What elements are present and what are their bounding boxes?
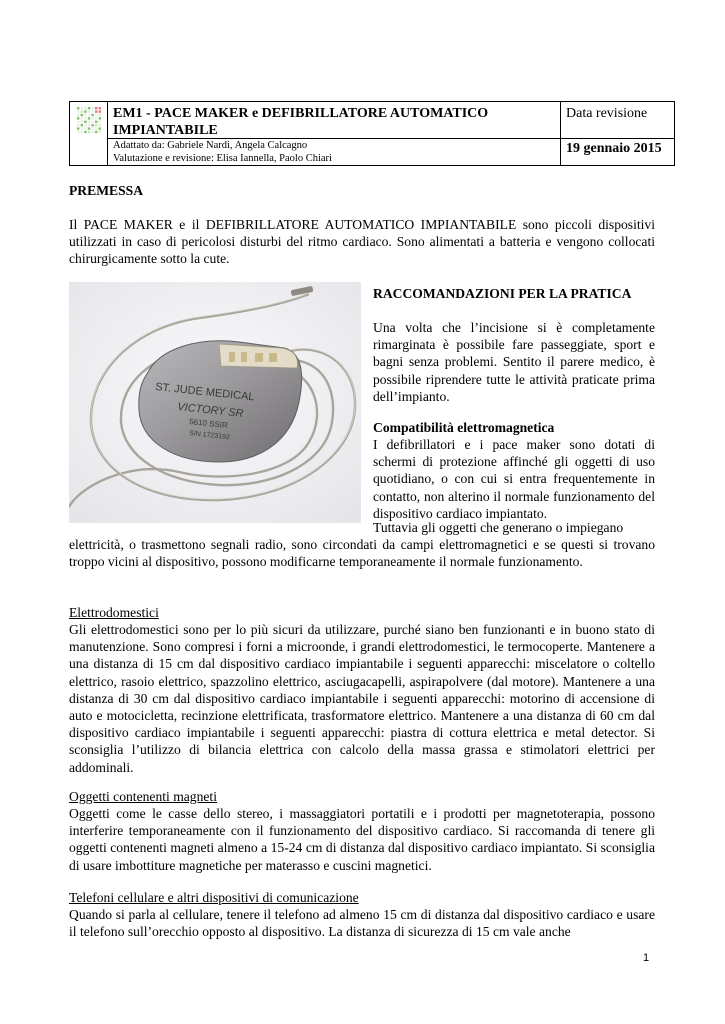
header-table [69,101,675,166]
header-divider [107,102,108,165]
pacemaker-illustration [69,282,361,523]
elettrodomestici-heading: Elettrodomestici [69,605,159,620]
premessa-text: Il PACE MAKER e il DEFIBRILLATORE AUTOMATICO IMPIANTABILE sono piccoli dispositivi utilizzati in caso di pericolosi disturbi del ritmo cardiaco. Sono alimentati a batteria e vengono collocati chirurgicamente sotto la cute. [69,217,655,267]
raccomandazioni-heading: RACCOMANDAZIONI PER LA PRATICA [373,286,632,301]
compat-text: I defibrillatori e i pace maker sono dotati di schermi di protezione affinché gli oggetti di uso quotidiano, o con cui si entra frequentemente in contatto, non alterino il normale funzionamento del dispositivo cardiaco impiantato. [373,437,655,521]
header-divider [560,102,561,165]
reviewed-by: Valutazione e revisione: Elisa Iannella, Paolo Chiari [113,153,332,164]
adapted-by: Adattato da: Gabriele Nardi, Angela Calcagno [113,140,308,151]
revision-date-value: 19 gennaio 2015 [566,141,662,156]
device-label: VICTORY SR [176,401,245,420]
compat-heading: Compatibilità elettromagnetica [373,420,555,435]
device-label: ST. JUDE MEDICAL [154,381,256,404]
elettrodomestici-text: Gli elettrodomestici sono per lo più sicuri da utilizzare, purché siano ben funzionanti e in buono stato di manutenzione. Sono compresi i forni a microonde, i grandi elettrodomestici, le termocoperte. Mantenere a una distanza di 15 cm dal dispositivo cardiaco impiantabile i seguenti apparecchi: miscelatore o coltello elettrico, rasoio elettrico, spazzolino elettrico, asciugacapelli, aspirapolvere (dal motore). Mantenere a una distanza di 30 cm dal dispositivo cardiaco impiantabile i seguenti apparecchi: motorino di accensione di auto e motocicletta, recinzione elettrificata, trasformatore elettrico. Mantenere a una distanza di 60 cm dal dispositivo cardiaco impiantabile i seguenti apparecchi: piastra di cottura elettrica e metal detector. Si sconsiglia l’utilizzo di bilancia elettrica con calcolo della massa grassa e stimolatori elettrici per addominali. [69,622,655,775]
device-label: 5610 SSIR [188,417,229,431]
header-credits [113,139,553,165]
pacemaker-photo [69,282,361,523]
raccomandazioni-intro: Una volta che l’incisione si è completamente rimarginata è possibile fare passeggiate, sport e bagni senza problemi. Sentito il parere medico, è possibile riprendere tutte le attività praticate prima dell’impianto. [373,320,655,404]
premessa-heading: PREMESSA [69,183,144,198]
telefoni-heading: Telefoni cellulare e altri dispositivi di comunicazione [69,890,359,905]
telefoni-text: Quando si parla al cellulare, tenere il telefono ad almeno 15 cm di distanza dal dispositivo cardiaco e usare il telefono sull’orecchio opposto al dispositivo. La distanza di sicurezza di 15 cm vale anche [69,907,655,940]
device-label: S/N 1723192 [188,430,231,442]
page-number: 1 [643,952,650,964]
revision-date-label: Data revisione [566,106,648,121]
compat-continuation: elettricità, o trasmettono segnali radio, sono circondati da campi elettromagnetici e se questi si trovano troppo vicini al dispositivo, possono modificarne temporaneamente il normale funzionamento. [69,537,655,570]
magneti-heading: Oggetti contenenti magneti [69,789,217,804]
compat-continuation-start: Tuttavia gli oggetti che generano o impiegano [373,520,624,535]
document-title: EM1 - PACE MAKER e DEFIBRILLATORE AUTOMATICO IMPIANTABILE [113,106,489,138]
logo-icon [76,106,102,134]
magneti-text: Oggetti come le casse dello stereo, i massaggiatori portatili e i prodotti per magnetoterapia, possono interferire temporaneamente con il funzionamento del dispositivo cardiaco. Si raccomanda di tenere gli oggetti contenenti magneti almeno a 15-24 cm di distanza dal dispositivo cardiaco impiantato. Si sconsiglia di usare imbottiture magnetiche per materasso e cuscini magnetici. [69,806,655,873]
